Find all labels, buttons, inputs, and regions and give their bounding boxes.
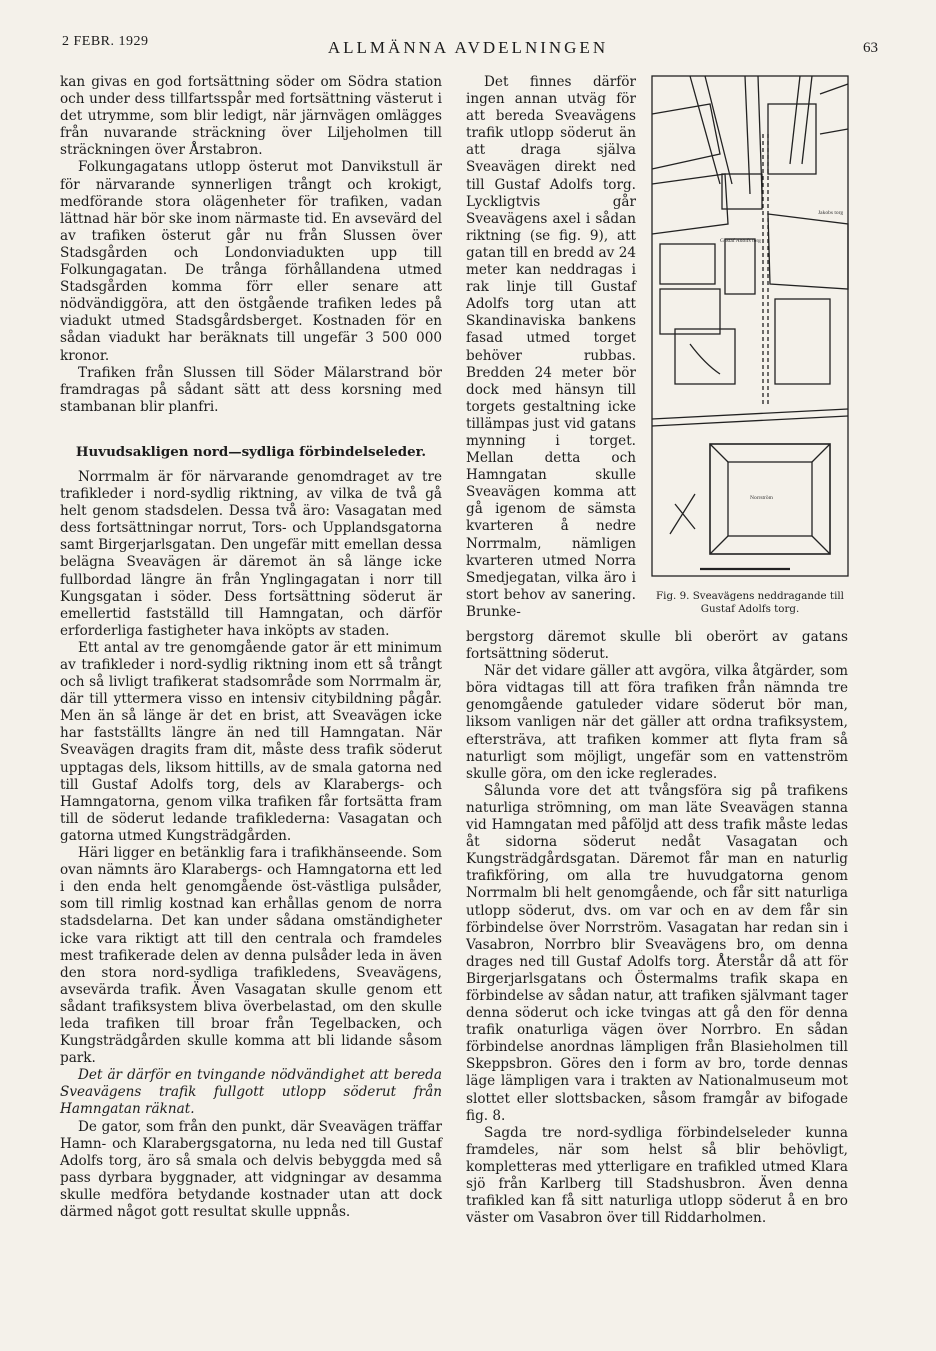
block-outline bbox=[768, 104, 816, 174]
block-outline bbox=[775, 299, 830, 384]
paragraph: Sagda tre nord-sydliga förbindelseleder kunna framdeles, när som helst så blir behövligt, kompletteras med ytterligare en trafikled utmed Klara sjö från Karlberg till Stadshusbron. Även denna trafikled kan få sitt naturliga utlopp söderut å en bro väster om Vasabron över till Riddarholmen. bbox=[466, 1124, 848, 1227]
map-label-torg: Gustaf Adolfs torg bbox=[720, 238, 761, 244]
block-outline bbox=[725, 239, 755, 294]
street-map-drawing bbox=[650, 74, 850, 584]
paragraph: De gator, som från den punkt, där Sveavägen träffar Hamn- och Klarabergsgatorna, nu leda ned till Gustaf Adolfs torg, äro så smala och delvis bebyggda med så pass dyrbara byggnader, att vidgningar av desamma skulle medföra betydande kostnader utan att dock därmed något gott resultat skulle uppnås. bbox=[60, 1118, 442, 1220]
figure-9-map bbox=[650, 74, 850, 584]
block-outline bbox=[675, 329, 735, 384]
paragraph: Sålunda vore det att tvångsföra sig på trafikens naturliga strömning, om man läte Sveavägen stanna vid Hamngatan med påföljd att dess trafik måste ledas åt sidorna söderut nedåt Vasagatan och Kungsträdgårdsgatan. Däremot får man en naturlig trafikföring, om alla tre huvudgatorna genom Norrmalm bli helt genomgående, och får sitt naturliga utlopp söderut, dvs. om var och en av dem får sin förbindelse över Norrström. Vasagatan har redan sin i Vasabron, Norrbro blir Sveavägens bro, om denna drages ned till Gustaf Adolfs torg. Återstår då att för Birgerjarlsgatans och Östermalms trafik skapa en förbindelse av sådan natur, att trafiken självmant tager denna söderut och icke tvingas att gå den för denna trafik onaturliga vägen över Norrbro. En sådan förbindelse anordnas lämpligen från Blasieholmen till Skeppsbron. Göres den i form av bro, torde dennas läge lämpligen vara i trakten av Nationalmuseum mot slottet eller slottsbacken, såsom framgår av bifogade fig. 8. bbox=[466, 782, 848, 1124]
map-frame bbox=[652, 76, 848, 576]
block-outline bbox=[660, 244, 715, 284]
left-column bbox=[60, 74, 442, 1221]
paragraph: bergstorg däremot skulle bli oberört av gatans fortsättning söderut. bbox=[466, 629, 848, 663]
block-outline bbox=[768, 214, 848, 289]
block-outline bbox=[722, 174, 762, 209]
street-line bbox=[705, 76, 732, 184]
paragraph: Trafiken från Slussen till Söder Mälarstrand bör framdragas på sådant sätt att dess korsning med stambanan blir planfri. bbox=[60, 364, 442, 415]
park-path bbox=[690, 344, 720, 374]
paragraph: kan givas en god fortsättning söder om Södra station och under dess tillfartsspår med fortsättning västerut i det utrymme, som blir ledigt, när järnvägen omlägges från nuvarande sträckning över Liljeholmen till sträckningen över Årstabron. bbox=[60, 74, 442, 159]
street-line bbox=[802, 76, 812, 164]
right-top-column bbox=[466, 74, 636, 621]
paragraph: Folkungagatans utlopp österut mot Danvikstull är för närvarande synnerligen trångt och krokigt, medförande stora olägenheter för trafiken, vadan lättnad här bör ske inom närmaste tid. En avsevärd del av trafiken österut går nu från Slussen över Stadsgården och Londonviadukten upp till Folkungagatan. De trånga förhållandena utmed Stadsgården komma förr eller senare att nödvändiggöra, att den östgående trafiken ledes på viadukt utmed Stadsgårdsberget. Kostnaden för en sådan viadukt har beräknats till ungefär 3 500 000 kronor. bbox=[60, 159, 442, 364]
map-label-jakob: Jakobs torg bbox=[818, 210, 844, 216]
street-line bbox=[820, 129, 848, 134]
header-section-title: ALLMÄNNA AVDELNINGEN bbox=[327, 38, 609, 57]
header-date: 2 FEBR. 1929 bbox=[62, 34, 149, 49]
street-line bbox=[820, 84, 848, 94]
north-arrow bbox=[670, 494, 695, 534]
paragraph: Det finnes därför ingen annan utväg för att bereda Sveavägens trafik utlopp söderut än att draga själva Sveavägen direkt ned till Gustaf Adolfs torg. Lyckligtvis går Sveavägens axel i sådan riktning (se fig. 9), att gatan till en bredd av 24 meter kan neddragas i rak linje till Gustaf Adolfs torg utan att Skandinaviska bankens fasad utmed torget behöver rubbas. Bredden 24 meter bör dock med hänsyn till torgets gestaltning icke tillämpas just vid gatans mynning i torget. Mellan detta och Hamngatan skulle Sveavägen komma att gå igenom de sämsta kvarteren å nedre Norrmalm, nämligen kvarteren utmed Norra Smedjegatan, vilka äro i stort behov av sanering. Brunke- bbox=[466, 74, 636, 620]
paragraph: När det vidare gäller att avgöra, vilka åtgärder, som böra vidtagas till att föra trafiken från nämnda tre genomgående gatuleder vidare söderut bör man, liksom vanligen när det gäller att ordna trafiksystem, eftersträva, att trafiken kommer att flyta fram så naturligt som möjligt, ungefär som en vattenström skulle göra, om den icke reglerades. bbox=[466, 663, 848, 782]
block-outline bbox=[652, 174, 728, 234]
map-label-norrstrom: Norrström bbox=[750, 495, 773, 501]
block-outline bbox=[652, 104, 720, 169]
right-column bbox=[466, 629, 848, 1227]
paragraph: Häri ligger en betänklig fara i trafikhänseende. Som ovan nämnts äro Klarabergs- och Hamngatorna ett led i den enda helt genomgående öst-västliga pulsåder, som till rimlig kostnad kan erhållas genom de norra stadsdelarna. Det kan under sådana omständigheter icke vara riktigt att till den centrala och framdeles mest trafikerade delen av denna pulsåder leda in även den stora nord-sydliga trafikledens, Sveavägens, avsevärda trafik. Även Vasagatan skulle genom ett sådant trafiksystem bliva överbelastad, om den skulle leda trafiken till broar från Tegelbacken, och Kungsträdgården skulle komma att bli lidande såsom park. bbox=[60, 845, 442, 1067]
block-outline bbox=[660, 289, 720, 334]
figure-caption: Fig. 9. Sveavägens neddragande till Gustaf Adolfs torg. bbox=[656, 590, 844, 615]
paragraph: Norrmalm är för närvarande genomdraget av tre trafikleder i nord-sydlig riktning, av vilka de två gå helt genom stadsdelen. Dessa två äro: Vasagatan med dess fortsättningar norrut, Tors- och Upplandsgatorna samt Birgerjarlsgatan. Den ungefär mitt emellan dessa belägna Sveavägen är däremot än så länge icke fullbordad längre än från Ynglingagatan i norr till Kungsgatan i söder. Dess fortsättning söderut är emellertid fastställd till Hamngatan, och därför erforderliga fastigheter hava inköpts av staden. bbox=[60, 468, 442, 639]
page-number: 63 bbox=[863, 40, 878, 56]
paragraph: Det är därför en tvingande nödvändighet att bereda Sveavägens trafik fullgott utlopp söderut från Hamngatan räknat. bbox=[60, 1067, 442, 1118]
paragraph: Ett antal av tre genomgående gator är ett minimum av trafikleder i nord-sydlig riktning inom ett så trångt och så livligt trafikerat stadsområde som Norrmalm är, där till yttermera visso en intensiv citybildning pågår. Men än så länge är det en brist, att Sveavägen icke har fastställts längre än ned till Hamngatan. När Sveavägen dragits fram dit, måste dess trafik söderut upptagas dels, liksom hittills, av de smala gatorna ned till Gustaf Adolfs torg, dels av Klarabergs- och Hamngatorna, genom vilka trafiken får fortsätta fram till de söderut ledande trafiklederna: Vasagatan och gatorna utmed Kungsträdgården. bbox=[60, 639, 442, 844]
street-line bbox=[790, 76, 800, 164]
street-line bbox=[745, 76, 750, 194]
section-heading: Huvudsakligen nord—sydliga förbindelseleder. bbox=[75, 443, 427, 460]
